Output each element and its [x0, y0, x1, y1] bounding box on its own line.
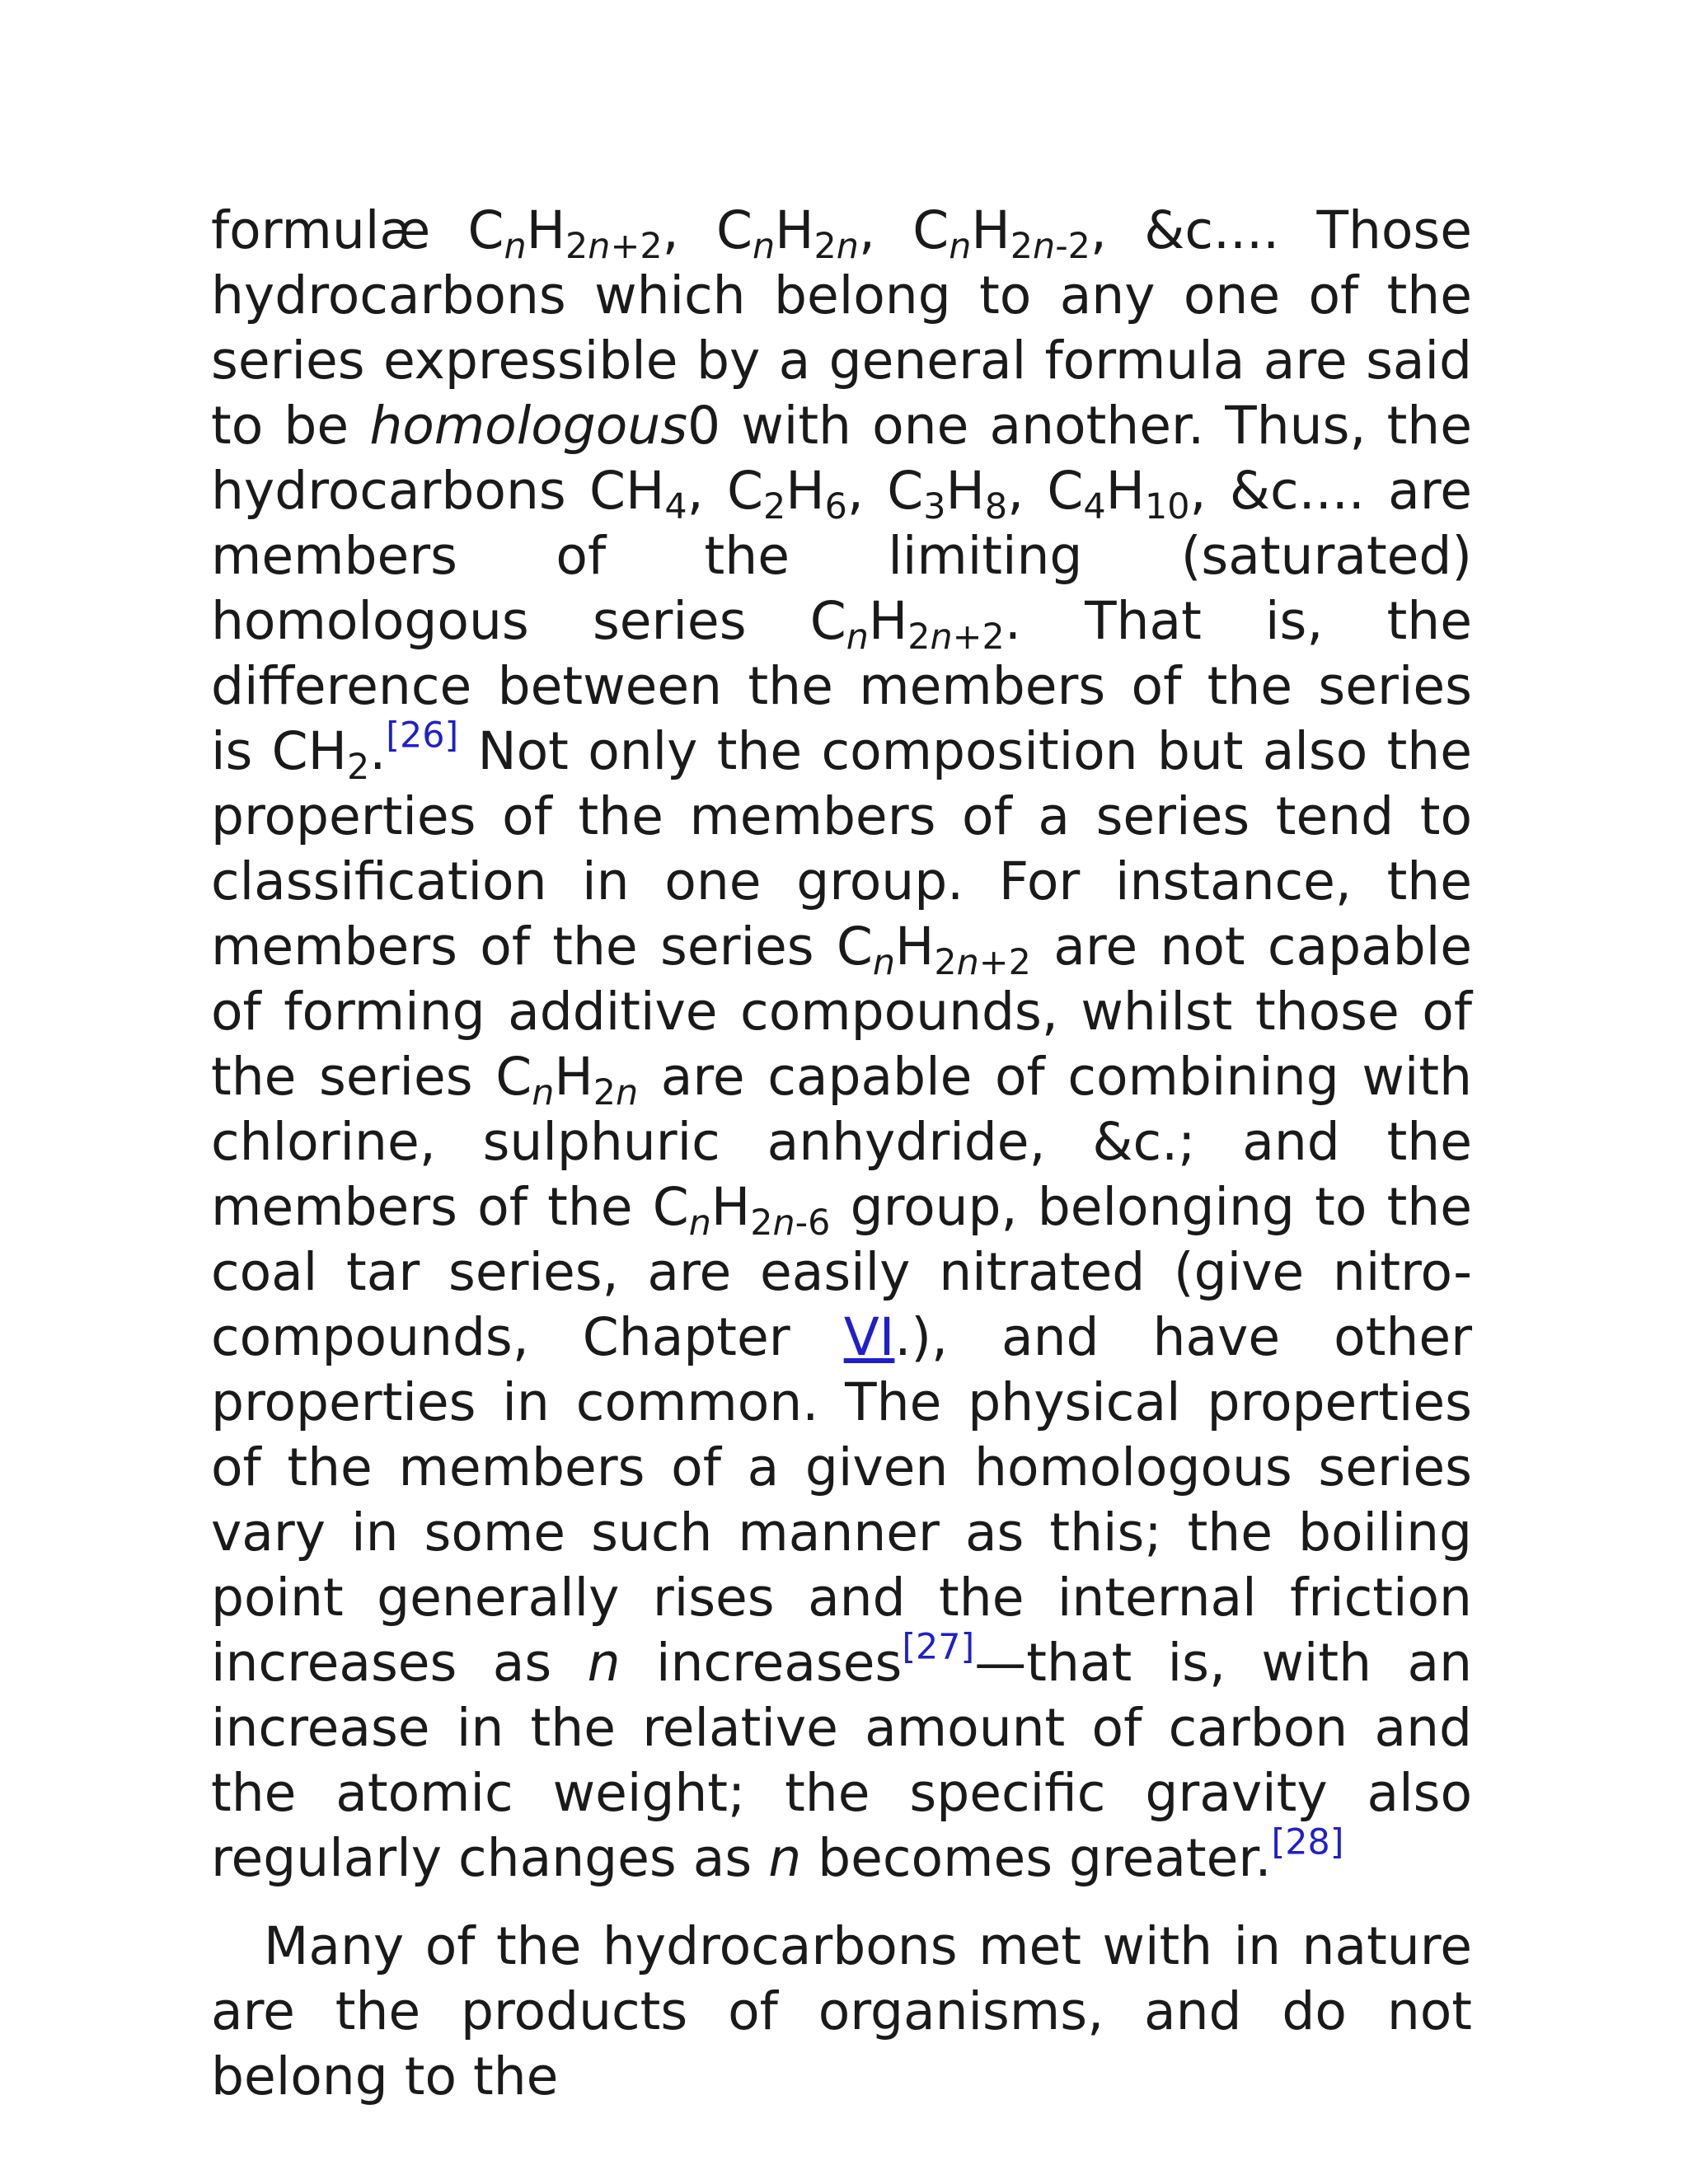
italic-term-homologous: homologous	[369, 396, 688, 456]
footnote-ref-26[interactable]: [26]	[386, 715, 459, 757]
footnote-ref-27[interactable]: [27]	[902, 1626, 975, 1668]
chapter-vi-link[interactable]: VI	[843, 1307, 895, 1367]
footnote-ref-28[interactable]: [28]	[1271, 1821, 1344, 1863]
paragraph-homologous-series: formulæ $C_nH_{2n+2}$, $C_nH_{2n}$, $C_nH_{2n-2}$, &c.... Those hydrocarbons which belong to any one of the series expressible by a general formula are said to be homologous0 with one another. Thus, the hydrocarbons $CH_4$, $C_2H_6$, $C_3H_8$, $C_4H_{10}$, &c.... are members of the limiting (saturated) homologous series $C_nH_{2n+2}$. That is, the difference between the members of the series is $CH_2.[26]$ Not only the composition but also the properties of the members of a series tend to classification in one group. For instance, the members of the series $C_nH_{2n+2}$ are not capable of forming additive compounds, whilst those of the series $C_nH_{2n}$ are capable of combining with chlorine, sulphuric anhydride, &c.; and the members of the $C_nH_{2n-6}$ group, belonging to the coal tar series, are easily nitrated (give nitro-compounds, Chapter VI.), and have other properties in common. The physical properties of the members of a given homologous series vary in some such manner as this; the boiling point generally rises and the internal friction increases as n increases[27]—that is, with an increase in the relative amount of carbon and the atomic weight; the specific gravity also regularly changes as n becomes greater.[28]	[211, 200, 1472, 1888]
document-page	[211, 198, 1472, 2109]
paragraph-natural-hydrocarbons: Many of the hydrocarbons met with in nature are the products of organisms, and do not belong to the	[211, 1916, 1472, 2107]
